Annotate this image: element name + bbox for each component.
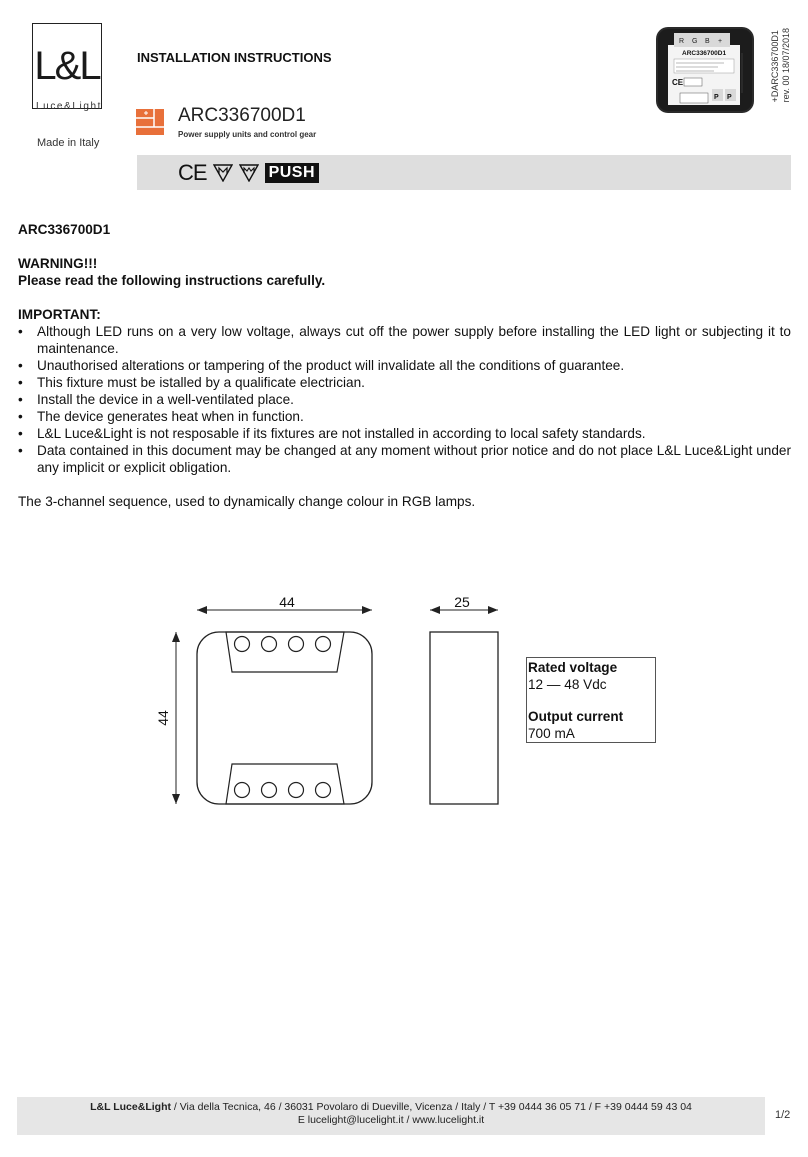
section-title: INSTALLATION INSTRUCTIONS [137, 50, 332, 65]
bottom-screw-1 [235, 783, 250, 798]
device-ce-mark: CE [672, 78, 684, 87]
product-description: The 3-channel sequence, used to dynamically change colour in RGB lamps. [18, 494, 476, 509]
front-view-outline [197, 632, 372, 804]
footer-address: / Via della Tecnica, 46 / 36031 Povolaro di Dueville, Vicenza / Italy / T +39 0444 36 05 71 / F +39 0444 59 43 04 [170, 1101, 692, 1113]
bottom-screw-2 [262, 783, 277, 798]
device-channel-b: B [705, 38, 710, 45]
top-screw-2 [262, 637, 277, 652]
top-screw-1 [235, 637, 250, 652]
page-footer [17, 1097, 765, 1135]
top-terminal-block [226, 632, 344, 672]
list-item: • Although LED runs on a very low voltage, always cut off the power supply before installing the LED light or subjecting it to maintenance. [18, 323, 791, 357]
bottom-screw-3 [289, 783, 304, 798]
document-revision: rev. 00 18/07/2018 [781, 28, 791, 103]
list-item: • Data contained in this document may be changed at any moment without prior notice and do not place L&L Luce&Light under any implicit or explicit obligation. [18, 442, 791, 476]
height-dimension: 44 [155, 710, 171, 726]
logo-mark: L&L [34, 44, 100, 88]
page-number: 1/2 [775, 1109, 791, 1121]
list-item: • L&L Luce&Light is not resposable if its fixtures are not installed in according to local safety standards. [18, 425, 791, 442]
important-heading: IMPORTANT: [18, 307, 101, 322]
ce-mark: CE [178, 160, 207, 185]
width-dimension: 44 [279, 594, 295, 610]
voltage-value: 12 — 48 Vdc [528, 676, 607, 692]
depth-dimension: 25 [454, 594, 470, 610]
bottom-terminal-block [226, 764, 344, 804]
push-mark: PUSH [265, 163, 319, 183]
warning-heading: WARNING!!! [18, 256, 98, 271]
device-channel-r: R [679, 38, 685, 45]
list-item: • Unauthorised alterations or tampering of the product will invalidate all the conditions of guarantee. [18, 357, 791, 374]
document-code: +DARC336700D1 [770, 30, 780, 103]
footer-company: L&L Luce&Light [90, 1101, 171, 1113]
current-value: 700 mA [528, 725, 575, 741]
top-screw-3 [289, 637, 304, 652]
top-screw-4 [316, 637, 331, 652]
list-item: • The device generates heat when in function. [18, 408, 791, 425]
device-io-p1: P [714, 94, 719, 101]
logo-subtitle: Luce&Light [36, 101, 103, 112]
side-view-outline [430, 632, 498, 804]
product-code: ARC336700D1 [178, 105, 306, 126]
bottom-screw-4 [316, 783, 331, 798]
made-in-label: Made in Italy [37, 137, 100, 149]
footer-contact: E lucelight@lucelight.it / www.lucelight.it [297, 1114, 485, 1126]
list-item: • Install the device in a well-ventilated place. [18, 391, 791, 408]
current-label: Output current [528, 709, 624, 724]
code-heading: ARC336700D1 [18, 222, 111, 237]
read-note: Please read the following instructions carefully. [18, 273, 326, 288]
device-channel-g: G [692, 38, 698, 45]
device-model-label: ARC336700D1 [682, 50, 727, 57]
list-item: • This fixture must be istalled by a qualificate electrician. [18, 374, 791, 391]
device-io-p2: P [727, 94, 732, 101]
spec-box [526, 657, 656, 743]
product-category: Power supply units and control gear [178, 130, 317, 139]
device-channel-plus: + [718, 38, 723, 45]
voltage-label: Rated voltage [528, 660, 618, 675]
